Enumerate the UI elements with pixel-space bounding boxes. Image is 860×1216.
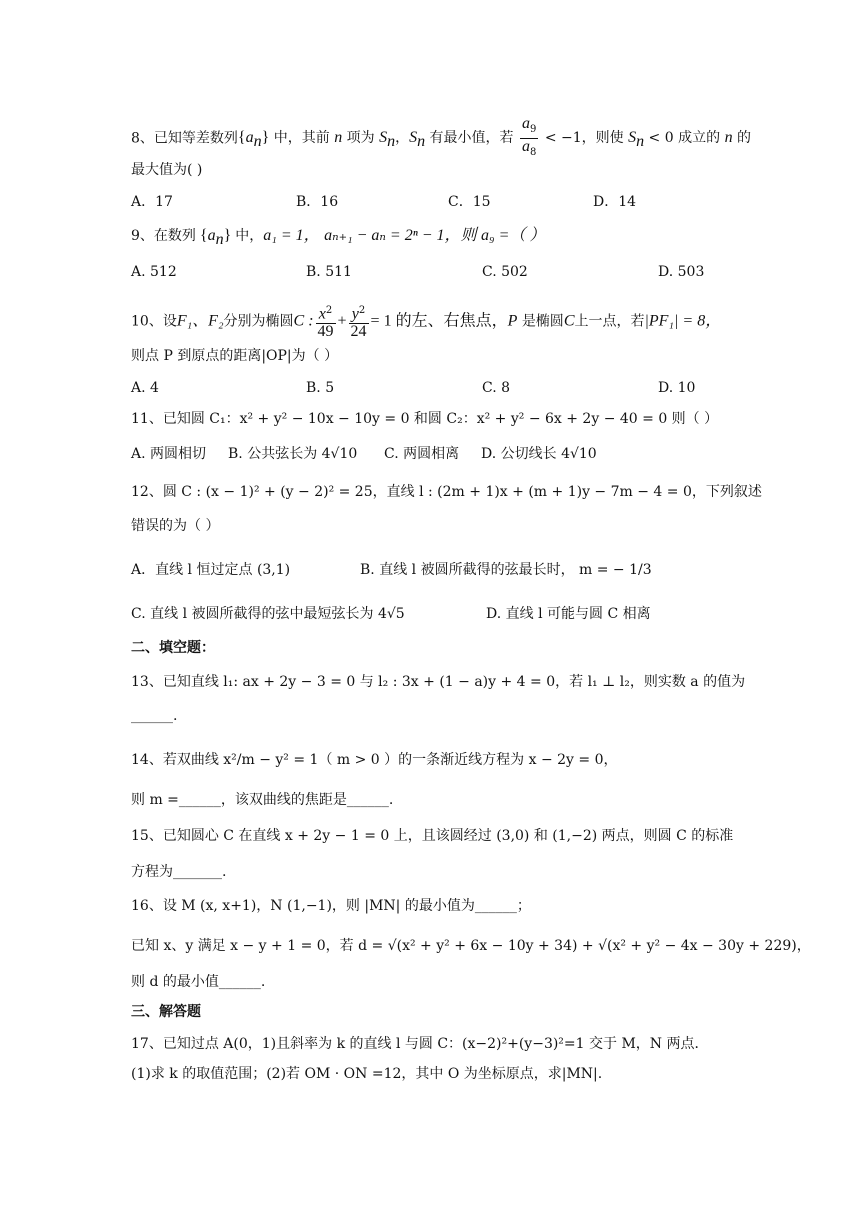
q10-mid2: = 1 的左、右焦点， [370,312,508,330]
q9-a9: a₉ =（ ） [481,227,546,244]
q9-option-d: D. 503 [658,264,705,280]
q12-option-b: B. 直线 l 被圆所截得的弦最长时， m = − 1/3 [360,562,652,578]
q14-line1: 14、若双曲线 x²/m − y² = 1（ m > 0 ）的一条渐近线方程为 x − 2y = 0， [131,752,618,768]
q8-text: 中，其前 n 项为 $S_n$，$S_n$ 有最小值，若 $\frac{a_9}{a_8}$ < −1，则使 $S_n < 0$ 成立的 n 的 [269,115,752,158]
q8-line1 [131,116,751,161]
q10-prefix: 10、设 [131,313,177,330]
q16-line2: 已知 x、y 满足 x − y + 1 = 0，若 d = √(x² + y² + 6x − 10y + 34) + √(x² + y² − 4x − 30y + 229)， [131,938,811,954]
q10-pf: |PF₁| = 8， [644,312,722,330]
q16-line1: 16、设 M (x, x+1)，N (1,−1)，则 |MN| 的最小值为______； [131,898,531,914]
q10-option-a: A. 4 [131,380,159,396]
q10-option-b: B. 5 [306,380,335,396]
q12-option-a: A．直线 l 恒过定点 (3,1) [131,562,291,578]
q10-mid1: 分别为椭圆 [223,313,294,330]
q9-relation: aₙ₊₁ − aₙ = 2ⁿ − 1，则 [324,227,477,244]
section-answer-heading: 三、解答题 [131,1004,201,1020]
q13-line1: 13、已知直线 l₁: ax + 2y − 3 = 0 与 l₂ : 3x + (1 − a)y + 4 = 0，若 l₁ ⊥ l₂，则实数 a 的值为 [131,674,746,690]
q17-line2: (1)求 k 的取值范围；(2)若 OM · ON =12，其中 O 为坐标原点，求|MN|. [131,1066,603,1082]
q8-option-a: A．17 [131,194,173,210]
q12-line2: 错误的为（ ） [131,518,220,534]
q15-line1: 15、已知圆心 C 在直线 x + 2y − 1 = 0 上，且该圆经过 (3,0) 和 (1,−2) 两点，则圆 C 的标准 [131,828,734,844]
q10-c: C [563,312,575,330]
q10-ellipse: C : [293,312,314,330]
q10-option-c: C. 8 [482,380,511,396]
q9-line [131,226,545,250]
q17-line1: 17、已知过点 A(0，1)且斜率为 k 的直线 l 与圆 C：(x−2)²+(y−3)²=1 交于 M，N 两点． [131,1036,709,1052]
q8-option-b: B．16 [296,194,339,210]
q16-line3: 则 d 的最小值______. [131,974,266,990]
q8-option-d: D．14 [593,194,637,210]
q11-option-b: B. 公共弦长为 4√10 [228,446,358,462]
q11-option-a: A. 两圆相切 [131,446,207,462]
q9-option-c: C. 502 [482,264,528,280]
q10-line2: 则点 P 到原点的距离|OP|为（ ） [131,348,339,364]
q8-prefix: 8、已知等差数列 [131,130,238,147]
q10-p1: 是椭圆 [521,313,564,330]
q9-seq: $\{a_n\}$ [195,227,236,249]
q11-line: 11、已知圆 C₁：x² + y² − 10x − 10y = 0 和圆 C₂：x² + y² − 6x + 2y − 40 = 0 则（ ） [131,411,719,427]
q12-option-c: C. 直线 l 被圆所截得的弦中最短弦长为 4√5 [131,606,405,622]
q9-mid: 中， [235,228,264,244]
section-fill-in-heading: 二、填空题： [131,640,215,656]
q14-line2: 则 m =______，该双曲线的焦距是______. [131,792,394,808]
q10-line1: 10、设F₁、F₂分别为椭圆C : $\frac{x^2}{49}$ + $\frac{y^2}{24}$ = 1 的左、右焦点，P 是椭圆C上一点，若|PF₁| = 8， [131,305,722,340]
q8-seq: $\{a_n\}$ [237,129,270,151]
q11-option-d: D. 公切线长 4√10 [481,446,597,462]
q9-option-a: A. 512 [131,264,177,280]
q13-line2: ______. [131,708,178,724]
q9-prefix: 9、在数列 [131,228,196,244]
q8-option-c: C．15 [448,194,491,210]
q11-option-c: C. 两圆相离 [384,446,460,462]
q12-line1: 12、圆 C : (x − 1)² + (y − 2)² = 25，直线 l : (2m + 1)x + (m + 1)y − 7m − 4 = 0，下列叙述 [131,484,762,500]
q9-option-b: B. 511 [306,264,352,280]
q9-a1: a₁ = 1， [263,227,320,244]
q10-mid3: 上一点，若 [574,313,645,330]
q10-option-d: D. 10 [658,380,696,396]
q15-line2: 方程为_______. [131,864,227,880]
q12-option-d: D. 直线 l 可能与圆 C 相离 [486,606,651,622]
q8-line2: 最大值为( ) [131,162,203,178]
q10-foci: F₁、F₂ [176,312,224,330]
